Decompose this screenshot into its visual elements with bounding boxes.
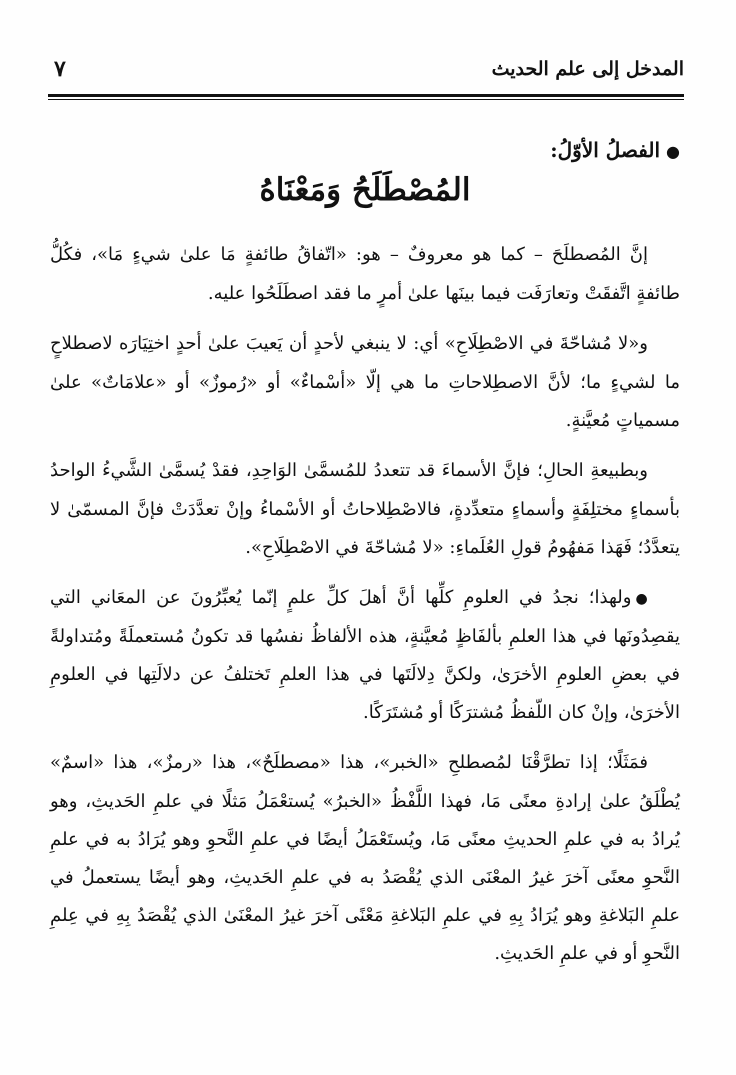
paragraph	[50, 236, 680, 313]
bullet-icon: ●	[635, 591, 653, 607]
book-title: المدخل إلى علم الحديث	[491, 58, 684, 80]
header-rule	[48, 94, 684, 97]
running-header	[48, 52, 684, 92]
paragraph-text: فمَثَلًا؛ إذا تطرَّقْنَا لمُصطلحِ «الخبر»، هذا «مصطلَحٌ»، هذا «رمزٌ»، هذا «اسمٌ» يُطْلَقُ علىٰ إرادةِ معنًى مَا، فهذا اللَّفْظُ «الخبرُ» يُستعْمَلُ مَثلًا في علمِ الحَديثِ، وهو يُرادُ به في علمِ الحديثِ معنًى مَا، ويُستَعْمَلُ أيضًا في علمِ النَّحوِ وهو يُرَادُ به في علمِ النَّحوِ معنًى آخرَ غيرُ المعْنَى الذي يُقْصَدُ به في علمِ الحَديثِ، وهو أيضًا يستعملُ في علمِ البَلاغةِ وهو يُرَادُ بِهِ في علمِ البَلاغةِ مَعْنًى آخرَ غيرُ المعْنَىٰ الذي يُقْصَدُ بِهِ في عِلمِ النَّحوِ أو في علمِ الحَديثِ.	[50, 752, 680, 964]
paragraph-text: ولهذا؛ نجدُ في العلومِ كلِّها أنَّ أهلَ كلِّ علمٍ إنّما يُعبِّرُونَ عن المعَاني التي يقصِدُونَها في هذا العلمِ بألفَاظٍ مُعيَّنةٍ، هذه الألفاظُ نفسُها قد تكونُ مُستعملَةً ومُتداولةً في بعضِ العلومِ الأخرَىٰ، ولكنَّ دِلالَتَها في هذا العلمِ تَختلفُ عن دلالَتِها في العلومِ الأخرَىٰ، وإنْ كان اللّفظُ مُشترَكًا أو مُشتَرَكًا.	[50, 587, 680, 723]
paragraph-text: وبطبيعةِ الحالِ؛ فإنَّ الأسماءَ قد تتعددُ للمُسمَّىٰ الوَاحِدِ، فقدْ يُسمَّىٰ الشَّيءُ الواحدُ بأسماءٍ مختلِفَةٍ وأسماءٍ متعدِّدةٍ، فالاصْطِلاحاتُ أو الأسْماءُ وإنْ تعدَّدَتْ فإنَّ المسمّىٰ لا يتعدَّدُ؛ فَهَذا مَفهُومُ قولِ العُلَماءِ: «لا مُشاحّةَ في الاصْطِلَاحِ».	[50, 460, 680, 558]
paragraph	[50, 325, 680, 440]
page-body	[50, 138, 680, 985]
chapter-title: المُصْطَلَحُ وَمَعْنَاهُ	[259, 172, 471, 208]
chapter-label	[50, 138, 680, 162]
page-number: ٧	[54, 56, 66, 82]
chapter-label-text: الفصلُ الأوّلُ:	[550, 138, 661, 162]
bullet-icon: ●	[666, 142, 680, 161]
paragraph	[50, 579, 680, 732]
paragraph	[50, 744, 680, 973]
paragraph-text: و«لا مُشاحّةَ في الاصْطِلَاحِ» أي: لا ينبغي لأحدٍ أن يَعيبَ علىٰ أحدٍ اختِيَارَه لاصطلاحٍ ما لشيءٍ ما؛ لأنَّ الاصطِلاحاتِ ما هي إلّا «أسْماءٌ» أو «رُموزٌ» أو «علامَاتٌ» علىٰ مسمياتٍ مُعيَّنةٍ.	[50, 333, 680, 431]
paragraph	[50, 452, 680, 567]
header-rule-thin	[48, 99, 684, 100]
paragraph-text: إنَّ المُصطلَحَ – كما هو معروفٌ – هو: «اتّفاقُ طائفةٍ مَا علىٰ شيءٍ مَا»، فكُلُّ طائفةٍ اتَّفقَتْ وتعارَفَت فيما بينَها علىٰ أمرٍ ما فقد اصطَلَحُوا عليه.	[50, 244, 680, 304]
